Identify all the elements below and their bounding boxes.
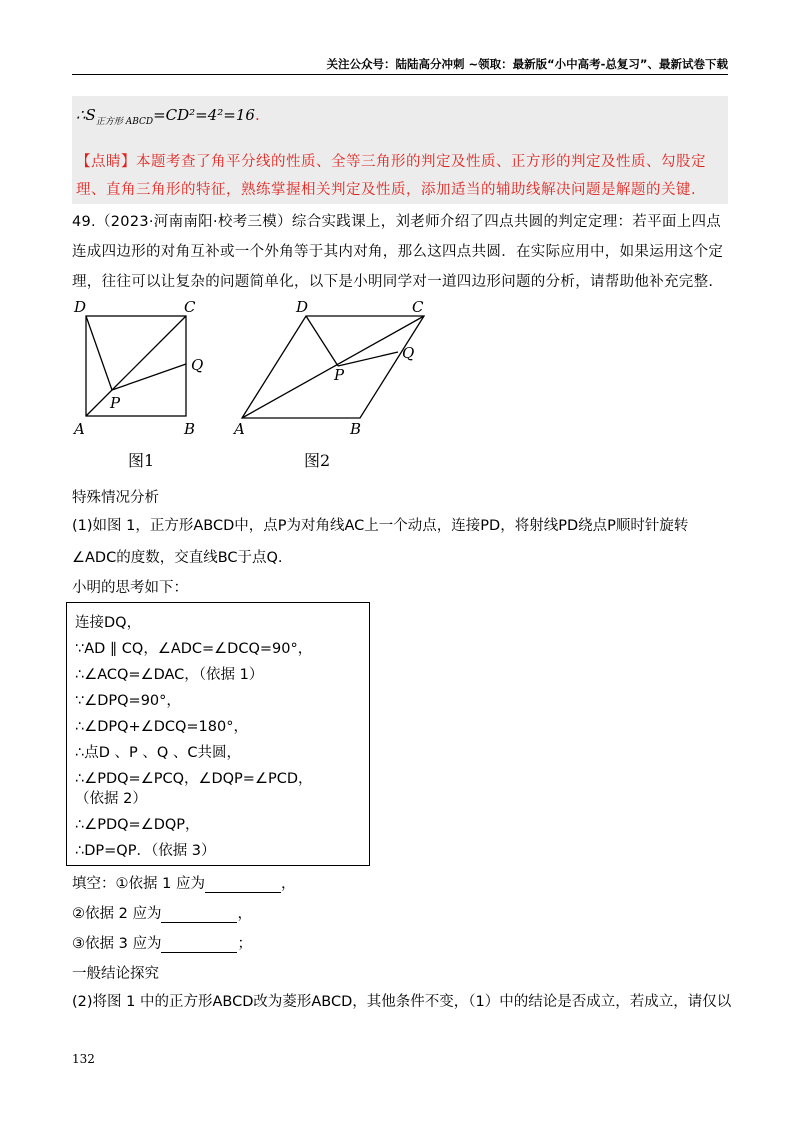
section-general-case: 一般结论探究 [72,966,159,982]
question-1-line-2: ∠ADC的度数，交直线BC于点Q. [72,550,283,566]
proof-line: 连接DQ， [75,615,142,631]
fill-in-2-label: ②依据 2 应为 [72,906,162,922]
formula-end: . [254,106,260,124]
fill-in-3 [72,932,252,953]
segment-dp [306,316,338,366]
fill-in-2 [72,902,252,923]
proof-line: ∴∠PDQ=∠PCQ，∠DQP=∠PCD， [75,771,313,787]
figure-1-caption: 图1 [128,451,155,470]
fig1-label-d: D [74,298,87,316]
area-formula [76,106,260,127]
figure-1 [70,296,220,441]
fill-in-3-label: ③依据 3 应为 [72,936,162,952]
fig1-label-c: C [184,298,196,316]
answer-blank-3[interactable] [161,938,237,953]
header-rule [72,74,728,75]
proof-line: ∴DP=QP．（依据 3） [75,843,216,859]
proof-line: ∴点D 、P 、Q 、C共圆， [75,745,241,761]
fig2-label-b: B [350,420,362,438]
fill-in-1-suffix: ， [280,876,296,892]
formula-subscript: 正方形 ABCD [95,117,154,127]
fig2-label-a: A [234,420,245,438]
problem-49 [72,207,728,297]
problem-intro: 综合实践课上，刘老师介绍了四点共圆的判定定理：若平面上四点连成四边形的对角互补或一个外角等于其内对角，那么这四点共圆．在实际应用中，如果运用这个定理，往往可以让复杂的问题简单化，以下是小明同学对一道四边形问题的分析，请帮助他补充完整. [72,214,724,290]
fig1-label-p: P [110,394,121,412]
answer-blank-2[interactable] [161,908,237,923]
answer-blank-1[interactable] [205,878,281,893]
segment-pq [112,364,186,390]
problem-source: （2023·河南南阳·校考三模） [95,214,292,230]
fig2-label-c: C [412,298,424,316]
fig2-label-q: Q [402,344,415,362]
fig1-label-a: A [74,420,85,438]
page-number: 132 [72,1052,95,1066]
fill-in-2-suffix: ， [237,906,252,922]
proof-line: ∴∠DPQ+∠DCQ=180°， [75,719,248,735]
key-point-text: 本题考查了角平分线的性质、全等三角形的判定及性质、正方形的判定及性质、勾股定理、直角三角形的特征，熟练掌握相关判定及性质，添加适当的辅助线解决问题是解题的关键. [76,154,706,198]
proof-line: ∵AD ∥ CQ，∠ADC=∠DCQ=90°， [75,641,313,657]
fig2-label-p: P [334,366,345,384]
section-special-case: 特殊情况分析 [72,490,159,506]
proof-box [66,602,370,866]
fig1-label-q: Q [191,356,204,374]
segment-dp [86,316,112,390]
formula-rest: =CD²=4²=16 [153,106,255,124]
question-1-line-1: (1)如图 1，正方形ABCD中，点P为对角线AC上一个动点，连接PD，将射线PD绕点P顺时针旋转 [72,518,689,534]
figure-2 [230,296,430,441]
problem-number: 49. [72,214,96,230]
proof-line: （依据 2） [75,791,147,807]
key-point-note [76,148,726,204]
fig2-label-d: D [296,298,309,316]
fill-in-1 [72,872,295,893]
figure-2-caption: 图2 [304,451,331,470]
fill-in-3-suffix: ； [237,936,252,952]
key-point-tag: 【点睛】 [76,154,136,170]
proof-line: ∵∠DPQ=90°， [75,693,181,709]
fig1-label-b: B [184,420,196,438]
thinking-title: 小明的思考如下： [72,580,188,596]
formula-prefix: ∴S [76,106,96,124]
diagonal-ac [242,316,424,418]
question-2: (2)将图 1 中的正方形ABCD改为菱形ABCD，其他条件不变，（1）中的结论是否成立，若成立，请仅以 [72,994,732,1010]
fill-in-1-label: 填空：①依据 1 应为 [72,876,205,892]
proof-line: ∴∠PDQ=∠DQP， [75,817,200,833]
diagonal-ac [86,316,186,416]
proof-line: ∴∠ACQ=∠DAC，（依据 1） [75,667,264,683]
page-header: 关注公众号：陆陆高分冲刺 ~领取：最新版“小中高考-总复习”、最新试卷下载 [326,57,728,71]
